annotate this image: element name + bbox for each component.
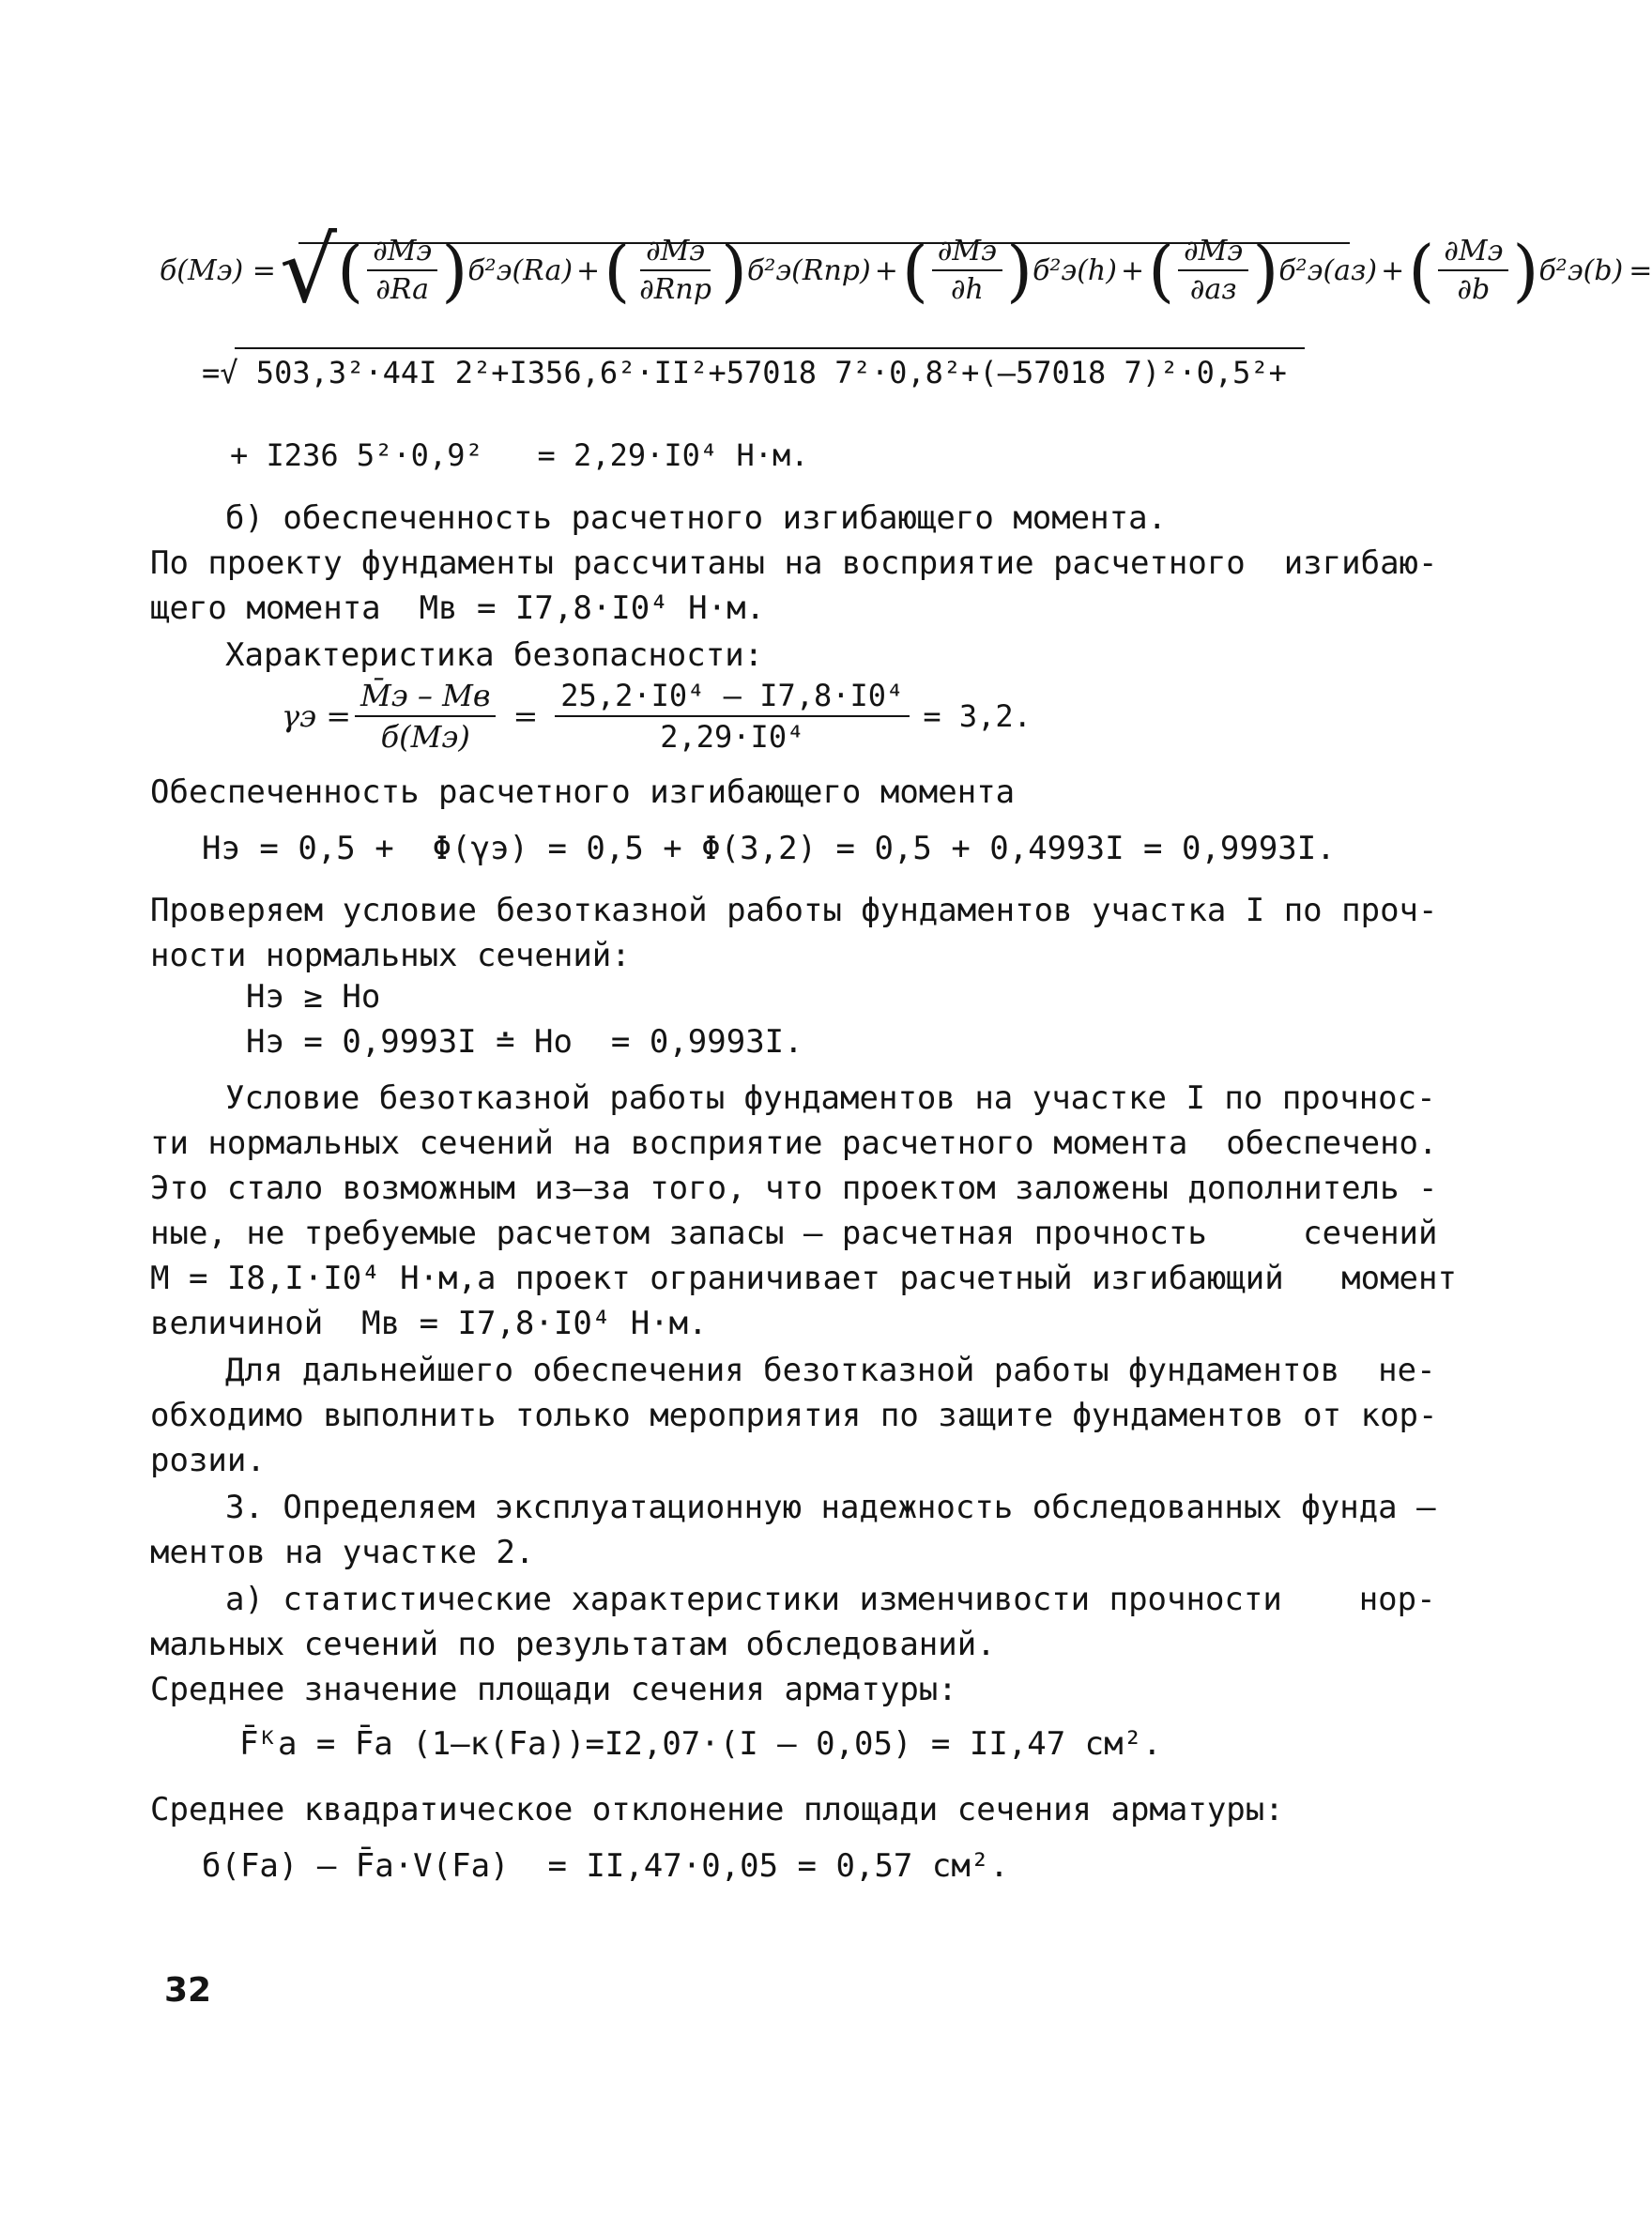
term4-den: ∂aз: [1189, 273, 1237, 306]
numeric-line-2: + I236 5²·0,9² = 2,29·I0⁴ Н·м.: [230, 437, 809, 473]
p4-line2: ментов на участке 2.: [150, 1534, 535, 1571]
term1-den: ∂Ra: [375, 273, 430, 306]
formula-sigma-lhs: б(Mэ) =: [160, 253, 276, 287]
p3-line2: обходимо выполнить только мероприятия по защите фундаментов от кор-: [150, 1397, 1438, 1434]
term3-factor: б²э(h): [1032, 253, 1117, 287]
term3-num: ∂Mэ: [932, 235, 1002, 271]
safety-title: Характеристика безопасности:: [225, 636, 764, 674]
b-title: б) обеспеченность расчетного изгибающего момента.: [225, 499, 1168, 537]
p3-line1: Для дальнейшего обеспечения безотказной работы фундаментов не-: [225, 1352, 1436, 1389]
gamma-den1: б(Mэ): [380, 719, 470, 755]
p4-line1: 3. Определяем эксплуатационную надежность обследованных фунда –: [225, 1489, 1436, 1526]
prov-title: Обеспеченность расчетного изгибающего момента: [150, 773, 1016, 811]
term2-factor: б²э(Rпр): [747, 253, 871, 287]
p6: Среднее значение площади сечения арматуры:: [150, 1671, 957, 1708]
term1-factor: б²э(Ra): [467, 253, 574, 287]
p2-line5: M = I8,I·I0⁴ Н·м,а проект ограничивает расчетный изгибающий момент: [150, 1260, 1457, 1297]
p3-line3: розии.: [150, 1442, 266, 1479]
p2-line1: Условие безотказной работы фундаментов на участке I по прочнос-: [225, 1079, 1436, 1117]
p7: Среднее квадратическое отклонение площади сечения арматуры:: [150, 1791, 1284, 1828]
p1-line1: По проекту фундаменты рассчитаны на восприятие расчетного изгибаю-: [150, 544, 1438, 582]
gamma-num2: 25,2·I0⁴ – I7,8·I0⁴: [555, 678, 910, 717]
condition-1: Hэ ≥ Hо: [246, 978, 381, 1016]
term5-den: ∂b: [1457, 273, 1491, 306]
condition-2: Hэ = 0,9993I ≐ Hо = 0,9993I.: [246, 1023, 803, 1061]
p2-line6: величиной Mв = I7,8·I0⁴ Н·м.: [150, 1305, 708, 1342]
gamma-result: = 3,2.: [923, 698, 1032, 734]
term5-factor: б²э(b): [1538, 253, 1624, 287]
term4-num: ∂Mэ: [1178, 235, 1248, 271]
formula-gamma: γэ = $\frac{M̄э - Mв}{б(Mэ)}$ = $\frac{\text{25,2·I0⁴ – I7,8·I0⁴}}{\text{2,29·I0⁴}}$ = 3,2.: [282, 678, 1032, 755]
p1-line2: щего момента Mв = I7,8·I0⁴ Н·м.: [150, 589, 766, 627]
formula-F: F̄ᴷa = F̄a (1–κ(Fa))=I2,07·(I – 0,05) = II,47 см².: [239, 1725, 1162, 1763]
formula-H: Hэ = 0,5 + Φ(γэ) = 0,5 + Φ(3,2) = 0,5 + 0,4993I = 0,9993I.: [202, 830, 1336, 867]
formula-sF: б(Fa) – F̄a·V(Fa) = II,47·0,05 = 0,57 см².: [202, 1847, 1009, 1885]
check-line1: Проверяем условие безотказной работы фундаментов участка I по проч-: [150, 892, 1438, 929]
numeric-line-1: =√ 503,3²·44I 2²+I356,6²·II²+57018 7²·0,8²+(–57018 7)²·0,5²+: [202, 355, 1287, 390]
gamma-num1: M̄э – Mв: [355, 678, 496, 717]
formula-sigma: б(Mэ) = √ ( $\frac{\partial Mэ}{\partial Ra}$ ) б²э(Ra) + ( $\frac{\partial Mэ}{\text{∂Rпр}}$ ) б²э(Rпр) + ( $\frac{\partial Mэ}{\partial h}$ ) б²э(h) + ( $\frac{\partial Mэ}{\partial aз}$ ) б²э(aз) + ( $\frac{\partial Mэ}{\partial b}$ ) б²э(b) =: [160, 218, 1652, 323]
radical-bar-1: [298, 242, 1350, 244]
gamma-lhs: γэ =: [282, 698, 352, 734]
p2-line4: ные, не требуемые расчетом запасы – расчетная прочность сечений: [150, 1215, 1438, 1252]
p5-line1: а) статистические характеристики изменчивости прочности нор-: [225, 1581, 1436, 1618]
term3-den: ∂h: [951, 273, 984, 306]
term4-factor: б²э(aз): [1278, 253, 1378, 287]
formula-sigma-end: =: [1629, 253, 1652, 287]
radical-bar-2: [235, 347, 1305, 349]
gamma-den2: 2,29·I0⁴: [660, 719, 805, 755]
term5-num: ∂Mэ: [1438, 235, 1508, 271]
term2-den: ∂Rпр: [639, 273, 711, 306]
p2-line3: Это стало возможным из–за того, что проектом заложены дополнитель -: [150, 1170, 1438, 1207]
term2-num: ∂Mэ: [640, 235, 711, 271]
p5-line2: мальных сечений по результатам обследований.: [150, 1626, 996, 1663]
term1-num: ∂Mэ: [367, 235, 437, 271]
p2-line2: ти нормальных сечений на восприятие расчетного момента обеспечено.: [150, 1124, 1438, 1162]
check-line2: ности нормальных сечений:: [150, 937, 631, 974]
page-number: 32: [164, 1971, 212, 2010]
